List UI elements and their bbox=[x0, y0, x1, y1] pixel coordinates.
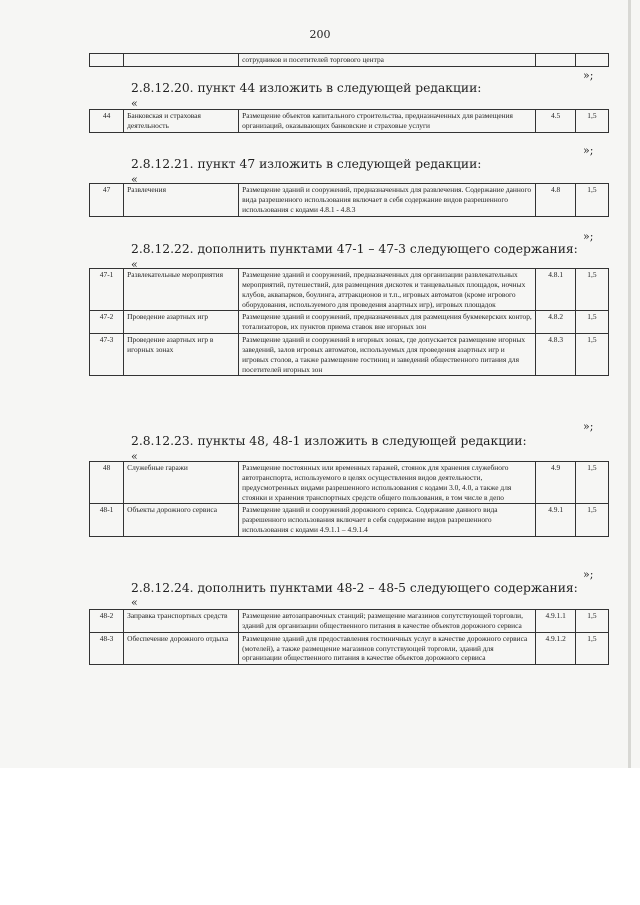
section-heading: 2.8.12.23. пункты 48, 48-1 изложить в следующей редакции: bbox=[131, 434, 527, 448]
opening-quote: « bbox=[131, 173, 138, 186]
row-number: 47 bbox=[90, 184, 124, 217]
row-name: Объекты дорожного сервиса bbox=[124, 504, 239, 537]
row-description: Размещение постоянных или временных гаражей, стоянок для хранения служебного автотранспорта, используемого в целях осуществления видов деятельности, предусмотренных видами разрешенного использования с кодами 3.0, 4.0, а также для стоянки и хранения транспортных средств общего пользования, в том числе в депо bbox=[239, 462, 536, 504]
row-description: Размещение зданий и сооружений в игорных зонах, где допускается размещение игорных заведений, залов игровых автоматов, используемых для проведения азартных игр и игровых столов, а также размещение гостиниц и заведений общественного питания для посетителей игорных зон bbox=[239, 334, 536, 376]
row-description: Размещение зданий и сооружений, предназначенных для размещения букмекерских контор, тотализаторов, их пунктов приема ставок вне игорных зон bbox=[239, 311, 536, 334]
amendment-table bbox=[89, 109, 609, 133]
opening-quote: « bbox=[131, 450, 138, 463]
row-description: Размещение зданий и сооружений, предназначенных для развлечения. Содержание данного вида разрешенного использования включает в себя содержание видов разрешенного использования с кодами 4.8.1 - 4.8.3 bbox=[239, 184, 536, 217]
row-number: 48-2 bbox=[90, 610, 124, 633]
top-table-fragment bbox=[89, 53, 609, 67]
table-row bbox=[90, 184, 609, 217]
row-name: Обеспечение дорожного отдыха bbox=[124, 632, 239, 665]
amendment-table bbox=[89, 268, 609, 376]
closing-quote: »; bbox=[583, 230, 594, 243]
row-code: 4.8.2 bbox=[536, 311, 575, 334]
row-code: 4.8.3 bbox=[536, 334, 575, 376]
row-coefficient: 1,5 bbox=[575, 462, 608, 504]
section-heading: 2.8.12.20. пункт 44 изложить в следующей редакции: bbox=[131, 81, 482, 95]
closing-quote: »; bbox=[583, 144, 594, 157]
section-heading: 2.8.12.24. дополнить пунктами 48-2 – 48-5 следующего содержания: bbox=[131, 581, 578, 595]
row-number: 48 bbox=[90, 462, 124, 504]
row-number: 48-1 bbox=[90, 504, 124, 537]
row-name: Развлекательные мероприятия bbox=[124, 269, 239, 311]
row-coefficient: 1,5 bbox=[575, 269, 608, 311]
table-row bbox=[90, 610, 609, 633]
row-code: 4.5 bbox=[536, 110, 575, 133]
row-name: Служебные гаражи bbox=[124, 462, 239, 504]
row-description: Размещение зданий и сооружений, предназначенных для организации развлекательных мероприятий, путешествий, для размещения дискотек и танцевальных площадок, ночных клубов, аквапарков, боулинга, аттракционов и т.п., игровых автоматов (кроме игрового оборудования, используемого для проведения азартных игр), игровых площадок bbox=[239, 269, 536, 311]
section-heading: 2.8.12.21. пункт 47 изложить в следующей редакции: bbox=[131, 157, 482, 171]
row-coefficient: 1,5 bbox=[575, 610, 608, 633]
row-number: 47-3 bbox=[90, 334, 124, 376]
page-edge-shadow bbox=[628, 0, 631, 768]
amendment-table bbox=[89, 609, 609, 665]
table-row bbox=[90, 311, 609, 334]
closing-quote: »; bbox=[583, 69, 594, 82]
row-code: 4.9.1.1 bbox=[536, 610, 575, 633]
opening-quote: « bbox=[131, 97, 138, 110]
table-row bbox=[90, 269, 609, 311]
amendment-table bbox=[89, 183, 609, 217]
row-code: 4.9.1 bbox=[536, 504, 575, 537]
row-name: Заправка транспортных средств bbox=[124, 610, 239, 633]
table-row bbox=[90, 504, 609, 537]
table-row bbox=[90, 110, 609, 133]
row-description: Размещение зданий для предоставления гостиничных услуг в качестве дорожного сервиса (мотелей), а также размещение магазинов сопутствующей торговли, зданий для организации общественного питания в качестве объектов дорожного сервиса bbox=[239, 632, 536, 665]
row-number: 47-2 bbox=[90, 311, 124, 334]
section-heading: 2.8.12.22. дополнить пунктами 47-1 – 47-3 следующего содержания: bbox=[131, 242, 578, 256]
opening-quote: « bbox=[131, 596, 138, 609]
row-number: 47-1 bbox=[90, 269, 124, 311]
row-code: 4.9.1.2 bbox=[536, 632, 575, 665]
closing-quote: »; bbox=[583, 420, 594, 433]
table-row bbox=[90, 54, 609, 67]
row-coefficient: 1,5 bbox=[575, 504, 608, 537]
row-coefficient: 1,5 bbox=[575, 184, 608, 217]
row-coefficient: 1,5 bbox=[575, 334, 608, 376]
row-description: Размещение зданий и сооружений дорожного сервиса. Содержание данного вида разрешенного использования включает в себя содержание видов разрешенного использования с кодами 4.9.1.1 – 4.9.1.4 bbox=[239, 504, 536, 537]
table-row bbox=[90, 632, 609, 665]
row-name: Банковская и страховая деятельность bbox=[124, 110, 239, 133]
table-row bbox=[90, 334, 609, 376]
closing-quote: »; bbox=[583, 568, 594, 581]
opening-quote: « bbox=[131, 258, 138, 271]
row-code: 4.8.1 bbox=[536, 269, 575, 311]
page-number: 200 bbox=[309, 28, 331, 41]
row-description: Размещение объектов капитального строительства, предназначенных для размещения организаций, оказывающих банковские и страховые услуги bbox=[239, 110, 536, 133]
row-name: Проведение азартных игр в игорных зонах bbox=[124, 334, 239, 376]
row-coefficient: 1,5 bbox=[575, 632, 608, 665]
row-description: Размещение автозаправочных станций; размещение магазинов сопутствующей торговли, зданий для организации общественного питания в качестве объектов дорожного сервиса bbox=[239, 610, 536, 633]
fragment-text: сотрудников и посетителей торгового центра bbox=[239, 54, 536, 67]
row-code: 4.9 bbox=[536, 462, 575, 504]
table-row bbox=[90, 462, 609, 504]
row-number: 44 bbox=[90, 110, 124, 133]
amendment-table bbox=[89, 461, 609, 537]
row-coefficient: 1,5 bbox=[575, 110, 608, 133]
row-name: Развлечения bbox=[124, 184, 239, 217]
row-number: 48-3 bbox=[90, 632, 124, 665]
row-coefficient: 1,5 bbox=[575, 311, 608, 334]
row-code: 4.8 bbox=[536, 184, 575, 217]
row-name: Проведение азартных игр bbox=[124, 311, 239, 334]
